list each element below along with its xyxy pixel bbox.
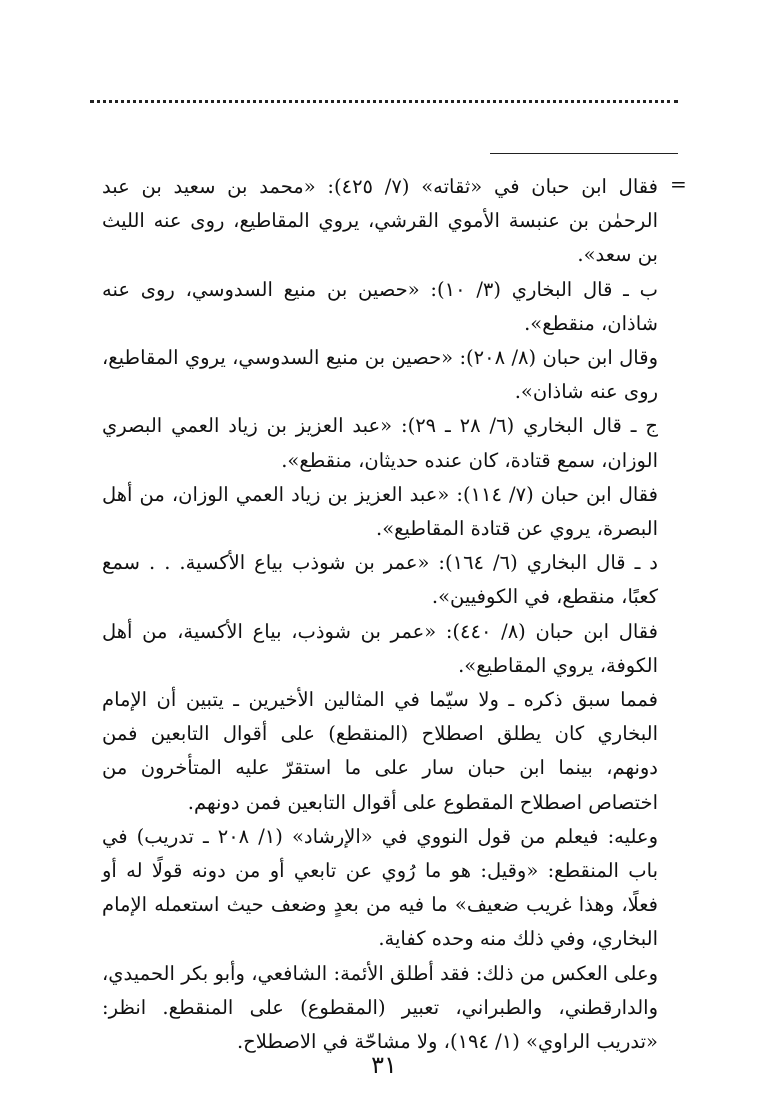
footnote-paragraph: فمما سبق ذكره ـ ولا سيّما في المثالين الأخيرين ـ يتبين أن الإمام البخاري كان يطلق اصطلاح (المنقطع) على أقوال التابعين فمن دونهم، بينما ابن حبان سار على ما استقرّ عليه المتأخرون من اختصاص اصطلاح المقطوع على أقوال التابعين فمن دونهم. — [102, 688, 658, 814]
footnote-paragraph: وقال ابن حبان (٨/ ٢٠٨): «حصين بن منيع السدوسي، يروي المقاطيع، روى عنه شاذان». — [102, 346, 658, 404]
footnote-paragraph: وعليه: فيعلم من قول النووي في «الإرشاد» (١/ ٢٠٨ ـ تدريب) في باب المنقطع: «وقيل: هو ما رُوي عن تابعي أو من دونه قولًا له أو فعلًا، وهذا غريب ضعيف» ما فيه من بعدٍ وضعف حيث استعمله الإمام البخاري، وفي ذلك منه وحده كفاية. — [102, 824, 658, 951]
footnote-paragraph: فقال ابن حبان (٨/ ٤٤٠): «عمر بن شوذب، بياع الأكسية، من أهل الكوفة، يروي المقاطيع». — [102, 619, 658, 677]
footnote-continuation-mark: = — [670, 172, 687, 196]
footnote-paragraph: ب ـ قال البخاري (٣/ ١٠): «حصين بن منيع السدوسي، روى عنه شاذان، منقطع». — [102, 277, 659, 335]
footnote-paragraph: د ـ قال البخاري (٦/ ١٦٤): «عمر بن شوذب بياع الأكسية. . . سمع كعبًا، منقطع، في الكوفيين». — [102, 551, 658, 609]
footnote-separator-rule — [490, 153, 678, 154]
header-dotted-rule — [90, 100, 678, 103]
footnote-paragraph: ج ـ قال البخاري (٦/ ٢٨ ـ ٢٩): «عبد العزيز بن زياد العمي البصري الوزان، سمع قتادة، كان عنده حديثان، منقطع». — [102, 414, 658, 472]
footnote-paragraph: فقال ابن حبان (٧/ ١١٤): «عبد العزيز بن زياد العمي الوزان، من أهل البصرة، يروي عن قتادة المقاطيع». — [102, 482, 658, 541]
footnote-paragraph: وعلى العكس من ذلك: فقد أطلق الأئمة: الشافعي، وأبو بكر الحميدي، والدارقطني، والطبراني، تعبير (المقطوع) على المنقطع. انظر: «تدريب الراوي» (١/ ١٩٤)، ولا مشاحّة في الاصطلاح. — [102, 961, 658, 1054]
footnote-paragraph: فقال ابن حبان في «ثقاته» (٧/ ٤٢٥): «محمد بن سعيد بن عبد الرحمٰن بن عنبسة الأموي القرشي، يروي المقاطيع، روى عنه الليث بن سعد». — [102, 175, 658, 267]
page-number: ٣١ — [371, 1051, 397, 1079]
footnote-text — [102, 170, 658, 1059]
